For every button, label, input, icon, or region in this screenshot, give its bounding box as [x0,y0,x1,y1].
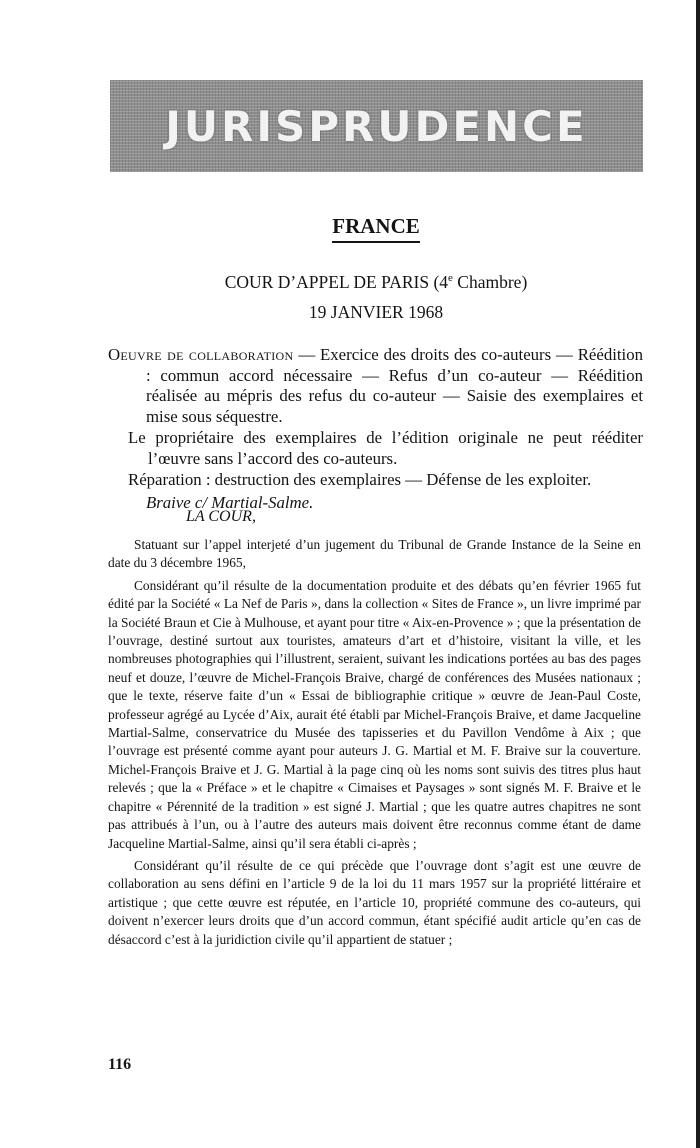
judgment-paragraph: Considérant qu’il résulte de ce qui précède que l’ouvrage dont s’agit est une œuvre de collaboration au sens défini en l’article 9 de la loi du 11 mars 1957 sur la propriété littéraire et artistique ; que cette œuvre est réputée, en l’article 10, propriété commune des co-auteurs, qui doivent n’exercer leurs droits que d’un accord commun, étant spécifié audit article qu’en cas de désaccord c’est à la juridiction civile qu’il appartient de statuer ; [108,857,641,947]
summary-keywords [108,345,643,427]
page-number: 116 [108,1056,132,1073]
country-title: FRANCE [332,214,420,243]
banner-title: JURISPRUDENCE [165,101,588,151]
summary-holding: Le propriétaire des exemplaires de l’édition originale ne peut rééditer l’œuvre sans l’accord des co-auteurs. [128,428,643,468]
page-edge-rule [696,0,700,1148]
court-name: COUR D’APPEL DE PARIS (4 [224,272,449,292]
judgment-body [108,536,641,953]
case-summary [108,345,643,514]
summary-keyword-rest: — Exercice des droits des co-auteurs — Réédition : commun accord nécessaire — Refus d’un co-auteur — Réédition réalisée au mépris des refus du co-auteur — Saisie des exemplaires et mise sous séquestre. [146,345,643,426]
judgment-paragraph: Considérant qu’il résulte de la documentation produite et des débats qu’en février 1965 fut édité par la Société « La Nef de Paris », dans la collection « Sites de France », un livre imprimé par la Société Braun et Cie à Mulhouse, et ayant pour titre « Aix-en-Provence » ; que la présentation de l’ouvrage, destiné surtout aux touristes, amateurs d’art et d’histoire, visitant la ville, et les nombreuses photographies qui l’illustrent, seraient, suivant les indications portées au bas des pages neuf et douze, l’œuvre de Michel-François Braive, chargé de conférences des Musées nationaux ; que le texte, réserve faite d’un « Essai de bibliographie critique » œuvre de Jean-Paul Coste, professeur agrégé au Lycée d’Aix, aurait été établi par Michel-François Braive, et dame Jacqueline Martial-Salme, conservatrice du Musée des tapisseries et du Pavillon Vendôme à Aix ; que l’ouvrage est présenté comme ayant pour auteurs J. G. Martial et M. F. Braive sur la couverture. Michel-François Braive et J. G. Martial à la page cinq où les noms sont suivis des titres plus haut relevés ; que la « Préface » et le chapitre « Cimaises et Paysages » sont signés M. F. Braive et le chapitre « Pérennité de la tradition » est signé J. Martial ; que les quatre autres chapitres ne sont pas attribués à l’un, ou à l’autre des auteurs mais doivent être reconnus comme étant de dame Jacqueline Martial-Salme, ainsi qu’il sera établi ci-après ; [108,577,641,851]
court-heading [0,272,700,293]
chamber-superscript: e [448,272,453,285]
country-heading [0,214,700,243]
section-banner [110,80,643,172]
case-parties: Braive c/ Martial-Salme. [146,492,314,512]
court-opening: LA COUR, [186,508,256,525]
decision-date: 19 JANVIER 1968 [308,302,444,322]
judgment-paragraph: Statuant sur l’appel interjeté d’un jugement du Tribunal de Grande Instance de la Seine en date du 3 décembre 1965, [108,537,641,571]
court-chamber: Chambre) [452,272,528,292]
summary-remedy: Réparation : destruction des exemplaires — Défense de les exploiter. [128,470,592,489]
summary-keyword-lead: Oeuvre de collaboration [108,345,294,364]
